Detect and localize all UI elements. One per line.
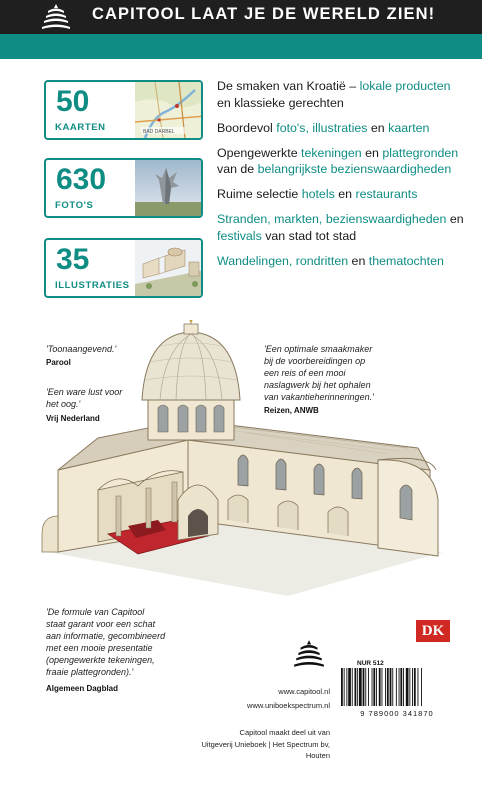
feature-item: Ruime selectie hotels en restaurants <box>217 187 418 201</box>
barcode-bar <box>396 668 397 706</box>
feature-item: De smaken van Kroatië – lokale producten en klassieke gerechten <box>217 79 451 110</box>
quote-source: Algemeen Dagblad <box>46 684 119 693</box>
barcode-bar <box>418 668 419 706</box>
barcode-bar <box>392 668 393 706</box>
cathedral-illustration-icon <box>38 320 450 600</box>
quote-source: Vrij Nederland <box>46 414 100 423</box>
photo-thumbnail-icon <box>135 160 203 216</box>
stat-box-illustrations <box>44 238 203 298</box>
barcode-bar <box>400 668 402 706</box>
barcode-bar <box>359 668 362 706</box>
capitool-logo-icon <box>292 638 326 670</box>
map-place-label: BAD DARBEL <box>143 129 175 135</box>
feature-item: Wandelingen, rondritten en thematochten <box>217 253 444 268</box>
nur-code: NUR 512 <box>357 660 384 667</box>
feature-item: Boordevol foto's, illustraties en kaarten <box>217 120 430 135</box>
publisher-url[interactable]: www.capitool.nl <box>278 687 330 696</box>
barcode-bar <box>382 668 383 706</box>
barcode-bar <box>348 668 351 706</box>
capitool-logo-icon <box>40 2 72 32</box>
quote-text: 'Een optimale smaakmaker bij de voorbereidingen op een reis of een mooi naslagwerk bij het ophalen van vakantieherinneringen.' <box>264 344 374 402</box>
barcode-bar <box>352 668 353 706</box>
publisher-url[interactable]: www.uniboekspectrum.nl <box>247 701 330 710</box>
barcode-bar <box>365 668 366 706</box>
stat-number: 630 <box>56 163 107 196</box>
barcode-bar <box>412 668 413 706</box>
barcode-bar <box>357 668 358 706</box>
stat-box-photos <box>44 158 203 218</box>
barcode-bar <box>346 668 347 706</box>
barcode-bar <box>373 668 375 706</box>
stat-label: KAARTEN <box>55 122 106 133</box>
stat-box-maps <box>44 80 203 140</box>
feature-item: Opengewerkte tekeningen en plattegronden van de belangrijkste bezienswaardigheden <box>217 145 459 176</box>
barcode-bar <box>421 668 422 706</box>
barcode-bar <box>376 668 377 706</box>
stat-number: 35 <box>56 243 90 276</box>
barcode-bar <box>372 668 373 706</box>
barcode-bar <box>399 668 400 706</box>
barcode-bar <box>368 668 369 706</box>
teal-band <box>0 34 482 59</box>
barcode-bar <box>409 668 410 706</box>
quote-text: 'Een ware lust voor het oog.' <box>46 387 123 409</box>
stat-label: FOTO'S <box>55 200 94 211</box>
barcode-bar <box>403 668 404 706</box>
feature-item: Stranden, markten, bezienswaardigheden en festivals van stad tot stad <box>217 212 464 243</box>
barcode-bar <box>387 668 389 706</box>
dk-logo: DK <box>416 620 450 642</box>
isbn-number: 9 789000 341870 <box>360 709 434 718</box>
stat-label: ILLUSTRATIES <box>55 280 130 291</box>
slogan: CAPITOOL LAAT JE DE WERELD ZIEN! <box>92 5 436 23</box>
barcode-bar <box>385 668 386 706</box>
barcode-bar <box>344 668 345 706</box>
barcode-bar <box>406 668 409 706</box>
map-thumbnail-icon <box>135 82 203 138</box>
barcode-icon <box>340 668 452 706</box>
top-banner <box>0 0 482 34</box>
quote-text: 'De formule van Capitool staat garant voor een schat aan informatie, gecombineerd met een mooie presentatie (opengewerkte tekeningen, fraaie plattegronden).' <box>46 607 166 677</box>
quote-source: Reizen, ANWB <box>264 406 319 415</box>
quote-text: 'Toonaangevend.' <box>46 344 117 354</box>
barcode-bar <box>379 668 381 706</box>
stat-number: 50 <box>56 85 90 118</box>
quote-source: Parool <box>46 358 71 367</box>
barcode-bar <box>341 668 343 706</box>
illustration-thumbnail-icon <box>135 240 203 296</box>
barcode-bar <box>363 668 365 706</box>
feature-list <box>217 78 467 278</box>
barcode-bar <box>390 668 392 706</box>
publisher-note: Capitool maakt deel uit van Uitgeverij Unieboek | Het Spectrum bv, Houten <box>201 728 330 760</box>
barcode-bar <box>355 668 357 706</box>
barcode-bar <box>414 668 416 706</box>
